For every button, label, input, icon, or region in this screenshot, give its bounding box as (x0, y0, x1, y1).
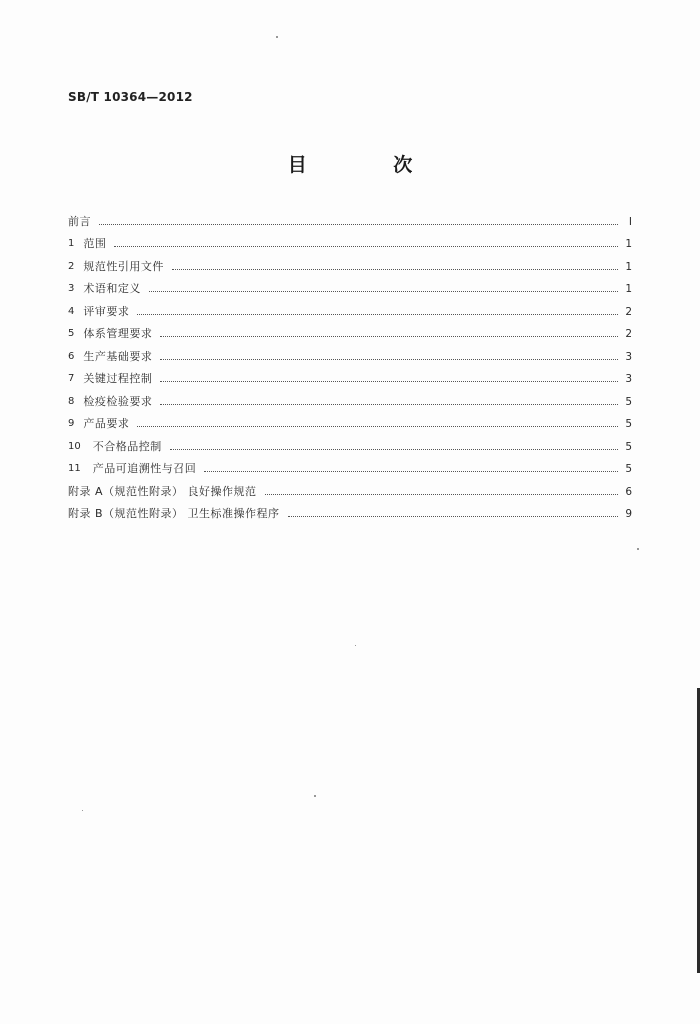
toc-entry-label: 评审要求 (83, 304, 130, 318)
toc-entry-label: 体系管理要求 (83, 327, 153, 340)
toc-entry-3[interactable] (68, 274, 632, 297)
toc-entry-11[interactable] (68, 454, 632, 477)
toc-entry-label: 范围 (83, 237, 107, 250)
toc-entry-label: 附录 A（规范性附录） 良好操作规范 (68, 484, 257, 498)
dot-leader (114, 246, 618, 247)
toc-entry-page: 1 (625, 283, 632, 295)
toc-entry-number: 7 (68, 373, 75, 384)
dot-leader (204, 471, 618, 472)
toc-entry-number: 6 (68, 350, 75, 362)
scan-speck (276, 36, 278, 38)
toc-entry-foreword[interactable] (68, 206, 632, 229)
toc-entry-number: 5 (68, 328, 75, 339)
dot-leader (137, 426, 618, 427)
toc-entry-7[interactable] (68, 364, 632, 387)
toc-entry-page: 1 (625, 238, 632, 250)
toc-entry-1[interactable] (68, 229, 632, 252)
dot-leader (288, 516, 618, 517)
toc-entry-appendix-b[interactable] (68, 499, 632, 522)
toc-entry-number: 3 (68, 283, 75, 294)
toc-entry-label: 产品要求 (83, 417, 130, 430)
toc-entry-number: 11 (68, 463, 81, 474)
toc-entry-2[interactable] (68, 251, 632, 274)
toc-entry-number: 1 (68, 238, 75, 249)
scan-speck (355, 645, 356, 646)
scan-speck (314, 795, 316, 797)
toc-entry-page: 6 (625, 485, 632, 498)
table-of-contents (68, 206, 632, 521)
toc-entry-page: 5 (625, 440, 632, 453)
dot-leader (160, 359, 618, 360)
dot-leader (160, 404, 618, 405)
toc-entry-label: 生产基础要求 (83, 349, 153, 363)
dot-leader (160, 336, 618, 337)
toc-entry-page: I (628, 215, 632, 228)
document-code: SB/T 10364—2012 (68, 90, 193, 104)
dot-leader (170, 449, 618, 450)
toc-entry-5[interactable] (68, 319, 632, 342)
toc-entry-10[interactable] (68, 431, 632, 454)
toc-entry-page: 9 (625, 508, 632, 520)
scan-speck (637, 548, 639, 550)
toc-entry-number: 8 (68, 395, 75, 407)
toc-entry-page: 1 (625, 260, 632, 273)
toc-entry-label: 规范性引用文件 (83, 259, 164, 273)
toc-entry-page: 5 (625, 418, 632, 430)
dot-leader (172, 269, 618, 270)
toc-entry-page: 3 (625, 350, 632, 363)
toc-entry-number: 10 (68, 440, 81, 452)
dot-leader (99, 224, 618, 225)
toc-entry-page: 5 (625, 395, 632, 408)
toc-entry-label: 产品可追溯性与召回 (92, 462, 197, 475)
toc-entry-page: 2 (625, 305, 632, 318)
scan-speck (82, 810, 83, 811)
toc-entry-number: 9 (68, 418, 75, 429)
toc-entry-page: 5 (625, 463, 632, 475)
dot-leader (160, 381, 618, 382)
toc-entry-number: 2 (68, 260, 75, 272)
toc-entry-label: 不合格品控制 (92, 439, 162, 453)
toc-entry-label: 附录 B（规范性附录） 卫生标准操作程序 (68, 507, 280, 520)
dot-leader (137, 314, 618, 315)
toc-entry-page: 3 (625, 373, 632, 385)
toc-entry-6[interactable] (68, 341, 632, 364)
toc-entry-label: 前言 (68, 214, 91, 228)
toc-entry-label: 检疫检验要求 (83, 394, 153, 408)
toc-entry-9[interactable] (68, 409, 632, 432)
dot-leader (265, 494, 618, 495)
dot-leader (149, 291, 618, 292)
toc-entry-number: 4 (68, 305, 75, 317)
toc-title: 目 次 (287, 154, 453, 176)
toc-entry-appendix-a[interactable] (68, 476, 632, 499)
toc-entry-label: 关键过程控制 (83, 372, 153, 385)
toc-entry-8[interactable] (68, 386, 632, 409)
toc-entry-4[interactable] (68, 296, 632, 319)
toc-entry-label: 术语和定义 (83, 282, 141, 295)
toc-entry-page: 2 (625, 328, 632, 340)
